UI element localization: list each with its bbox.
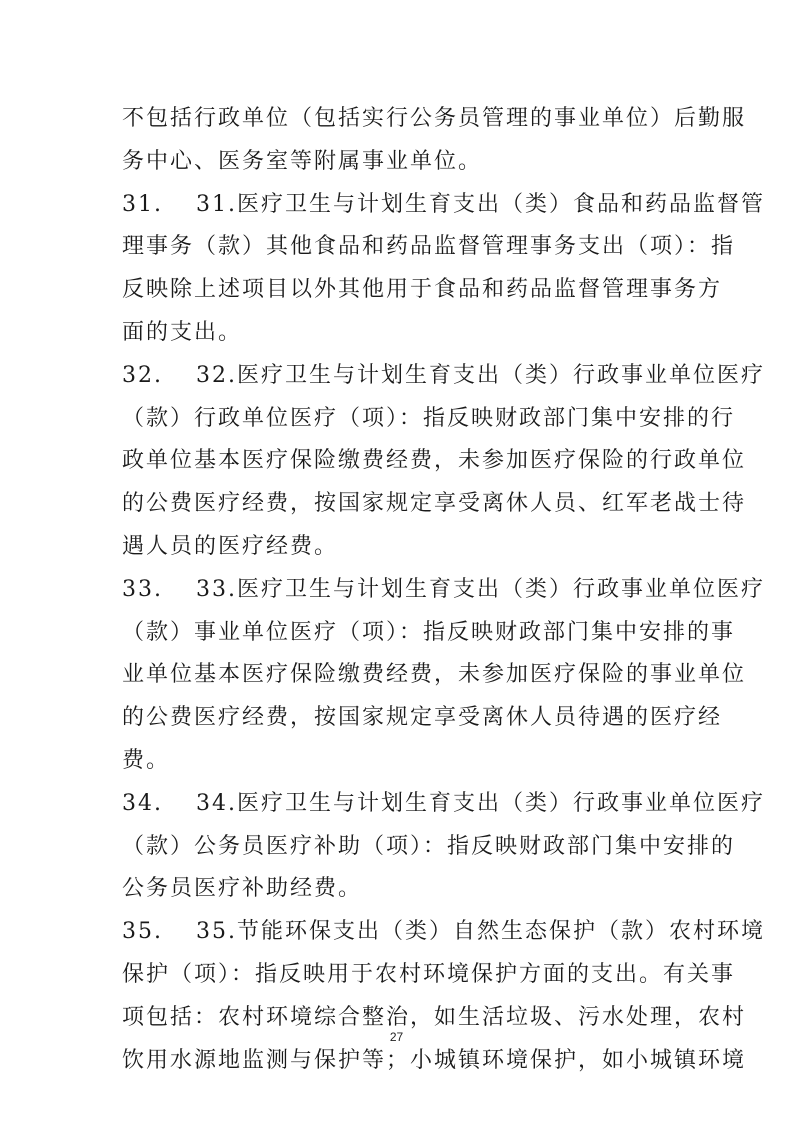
body-text [122, 98, 765, 1082]
text-line: 政单位基本医疗保险缴费经费，未参加医疗保险的行政单位 [122, 448, 747, 474]
text-line: 费。 [122, 747, 171, 773]
text-line: 面的支出。 [122, 319, 243, 345]
text-line: 的公费医疗经费，按国家规定享受离休人员、红军老战士待 [122, 491, 747, 517]
text-line: 公务员医疗补助经费。 [122, 876, 363, 902]
text-line: 33. 33.医疗卫生与计划生育支出（类）行政事业单位医疗 [122, 576, 765, 602]
text-line: 业单位基本医疗保险缴费经费，未参加医疗保险的事业单位 [122, 662, 747, 688]
text-line: （款）行政单位医疗（项）：指反映财政部门集中安排的行 [122, 405, 736, 431]
text-line: 遇人员的医疗经费。 [122, 533, 339, 559]
page-number: 27 [389, 1030, 404, 1044]
text-line: 项包括：农村环境综合整治，如生活垃圾、污水处理，农村 [122, 1004, 747, 1030]
text-line: 理事务（款）其他食品和药品监督管理事务支出（项）：指 [122, 234, 736, 260]
text-line: （款）事业单位医疗（项）：指反映财政部门集中安排的事 [122, 619, 736, 645]
text-line: 不包括行政单位（包括实行公务员管理的事业单位）后勤服 [122, 106, 747, 131]
text-line: 35. 35.节能环保支出（类）自然生态保护（款）农村环境 [122, 919, 765, 945]
text-line: 31. 31.医疗卫生与计划生育支出（类）食品和药品监督管 [122, 191, 765, 217]
text-line: 的公费医疗经费，按国家规定享受离休人员待遇的医疗经 [122, 705, 723, 731]
text-line: 务中心、医务室等附属事业单位。 [122, 148, 483, 174]
text-line: 饮用水源地监测与保护等；小城镇环境保护，如小城镇环境 [122, 1047, 747, 1073]
text-line: 反映除上述项目以外其他用于食品和药品监督管理事务方 [122, 277, 723, 303]
text-line: 32. 32.医疗卫生与计划生育支出（类）行政事业单位医疗 [122, 362, 765, 388]
text-line: 34. 34.医疗卫生与计划生育支出（类）行政事业单位医疗 [122, 790, 765, 816]
text-line: （款）公务员医疗补助（项）：指反映财政部门集中安排的 [122, 833, 736, 859]
text-line: 保护（项）：指反映用于农村环境保护方面的支出。有关事 [122, 961, 736, 987]
